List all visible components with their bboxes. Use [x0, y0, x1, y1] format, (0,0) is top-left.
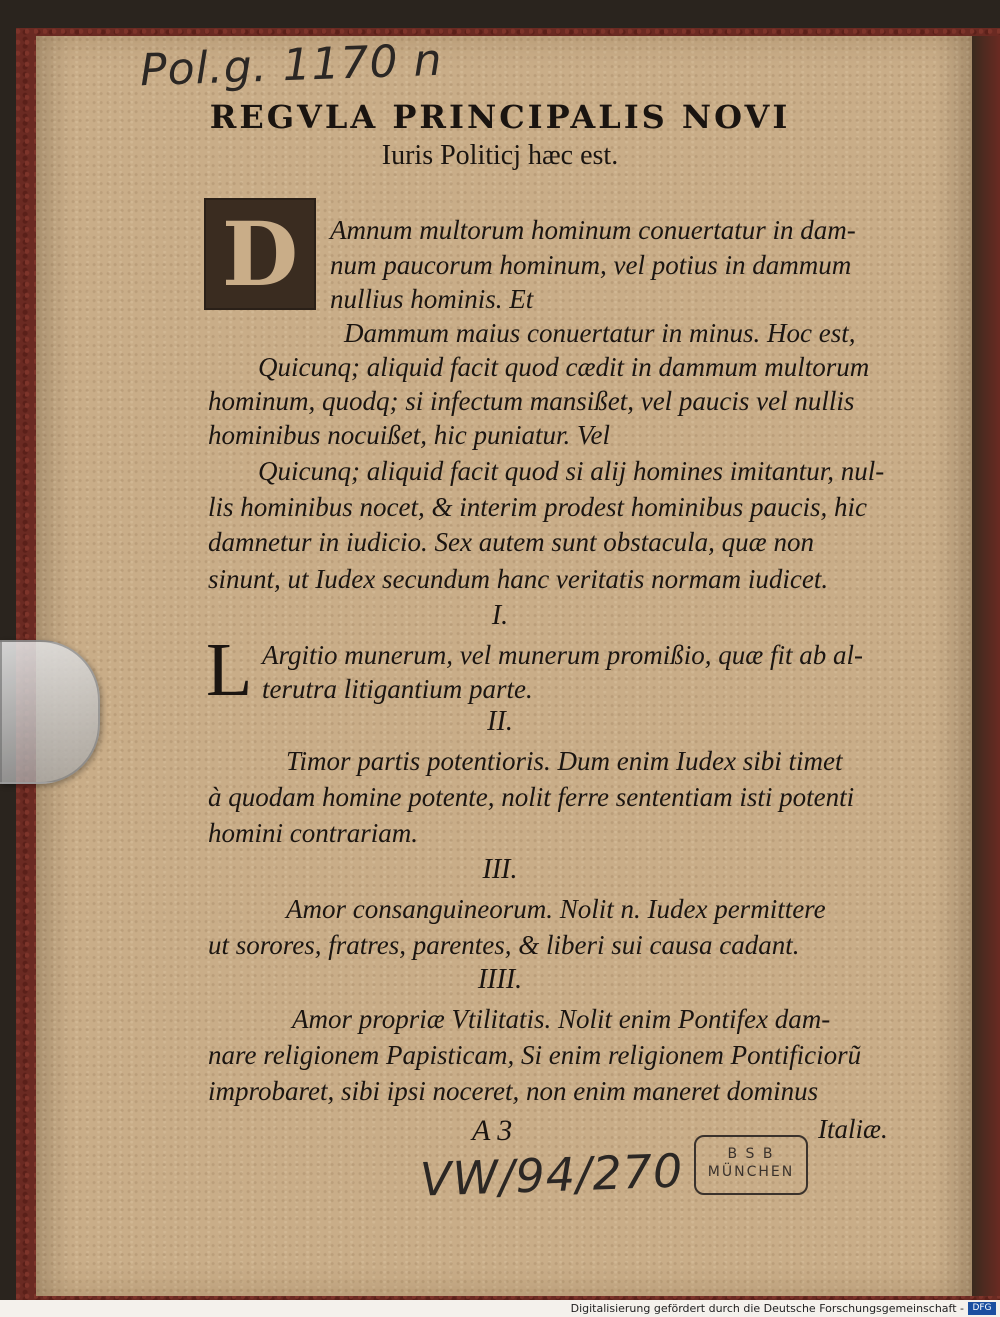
section-numeral-4: IIII. — [477, 964, 523, 995]
section-initial: L — [206, 628, 253, 712]
ornamental-initial: D — [204, 198, 316, 310]
text-line: ut sorores, fratres, parentes, & liberi sui causa cadant. — [208, 930, 800, 960]
handwritten-signature-number: VW/94/270 — [419, 1143, 685, 1207]
text-line: Argitio munerum, vel munerum promißio, quæ fit ab al- — [262, 640, 863, 670]
text-line: hominibus nocuißet, hic puniatur. Vel — [208, 420, 610, 450]
text-line: num paucorum hominum, vel potius in dammum — [330, 250, 852, 280]
text-line: Quicunq; aliquid facit quod si alij homines imitantur, nul- — [258, 456, 885, 486]
stamp-line-2: MÜNCHEN — [707, 1164, 795, 1180]
text-line: sinunt, ut Iudex secundum hanc veritatis normam iudicet. — [208, 564, 829, 594]
catchword: Italiæ. — [818, 1114, 888, 1144]
text-line: nare religionem Papisticam, Si enim religionem Pontificiorũ — [208, 1040, 862, 1070]
book-gutter — [972, 36, 1000, 1296]
text-line: improbaret, sibi ipsi noceret, non enim maneret dominus — [208, 1076, 819, 1106]
text-line: damnetur in iudicio. Sex autem sunt obstacula, quæ non — [208, 527, 814, 557]
dfg-logo-icon: DFG — [968, 1302, 996, 1315]
text-line: Amor propriæ Vtilitatis. Nolit enim Pontifex dam- — [292, 1004, 831, 1034]
text-line: hominum, quodq; si infectum mansißet, vel paucis vel nullis — [208, 386, 855, 416]
text-line: à quodam homine potente, nolit ferre sententiam isti potenti — [208, 782, 855, 812]
text-line: homini contrariam. — [208, 818, 419, 848]
text-line: Amnum multorum hominum conuertatur in dam- — [330, 215, 856, 245]
text-line: Quicunq; aliquid facit quod cædit in dammum multorum — [258, 352, 870, 382]
text-line: Dammum maius conuertatur in minus. Hoc est, — [344, 318, 856, 348]
stamp-line-1: B S B — [727, 1146, 775, 1162]
footer-credit: Digitalisierung gefördert durch die Deutsche Forschungsgemeinschaft - — [570, 1302, 964, 1315]
handwritten-shelfmark: Pol.g. 1170 n — [139, 34, 444, 97]
section-numeral-3: III. — [482, 854, 518, 885]
text-line: Amor consanguineorum. Nolit n. Iudex permittere — [286, 894, 826, 924]
text-line: nullius hominis. Et — [330, 284, 534, 314]
page-subtitle: Iuris Politicj hæc est. — [381, 140, 619, 171]
text-line: lis hominibus nocet, & interim prodest hominibus paucis, hic — [208, 492, 867, 522]
section-numeral-2: II. — [487, 706, 513, 737]
library-stamp — [694, 1135, 808, 1195]
page-title: REGVLA PRINCIPALIS NOVI — [209, 98, 791, 136]
signature-mark: A 3 — [472, 1114, 513, 1147]
section-numeral-1: I. — [491, 600, 509, 631]
text-line: terutra litigantium parte. — [262, 674, 533, 704]
text-line: Timor partis potentioris. Dum enim Iudex sibi timet — [286, 746, 843, 776]
